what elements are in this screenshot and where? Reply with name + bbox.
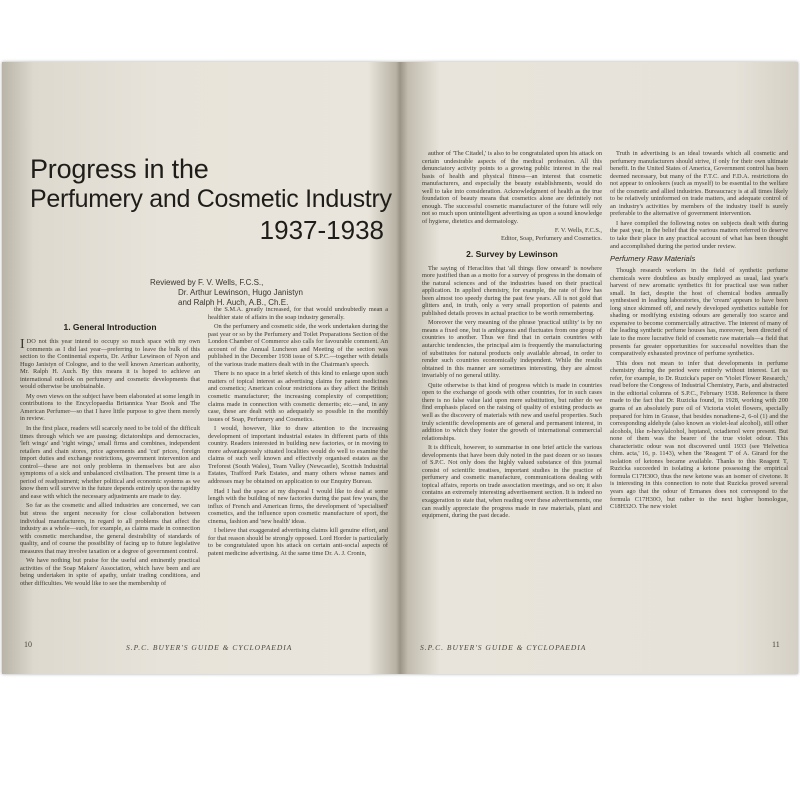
paragraph: This does not mean to infer that developments in perfume chemistry during the period were entirely without interest. Let us refer, for example, to Dr. Ruzicka's paper on 'Violet Flower Research,' read before the Congress of Industrial Chemistry, Paris, and abstracted in the editorial columns of S.P.C., February 1938. Reference is there made to the fact that Dr. Ruzicka found, in 1928, working with 200 grams of an absolutely pure oil of Victoria violet flowers, specially prepared for him in Grasse, that besides nonadiene-2, 6-ol (1) and the corresponding aldehyde (also known as violet-leaf alcohol), still other alcohols, like n-hexylalcohol, heptanol, octadienol were present. But none of them was the bearer of the true violet odour. This characteristic odour was not discovered until 1933 (see 'Helvetica chim. acta,' 16, p. 1143), when the 'Reagent T' of A. Girard for the isolation of ketones became available. Thanks to this Reagent T, Ruzicka succeeded in isolating a ketone possessing the empirical formula C17H30O, thus the new ketone was an isomer of civetone. It is interesting in this connection to note that Ruzicka proved several years ago that the odour of Ermanes does not correspond to the formula C17H30O, but rather to the next higher homologue, C18H32O. The new violet	[610, 359, 788, 511]
right-column-1-top	[422, 150, 602, 225]
paragraph: I believe that exaggerated advertising claims kill genuine effort, and for that reason should be strongly opposed. Lord Horder is particularly to be congratulated upon his attack on certain anti-social aspects of patent medicine advertising. At the same time Dr. A. J. Cronin,	[208, 527, 388, 557]
title-line-1: Progress in the	[30, 154, 209, 184]
paragraph: We have nothing but praise for the useful and eminently practical activities of the Soap Makers' Association, which have been and are being undertaken in spite of apathy, unfair trading conditions, and other difficulties. We would like to see the membership of	[20, 557, 200, 587]
paragraph: Moreover the very meaning of the phrase 'practical utility' is by no means a fixed one, but is ambiguous and fluctuates from one group of countries to another. Thus we find that in certain countries with autarchic tendencies, the principal aim is frequently the manufacturing of substitutes for natural products only available abroad, in order to render such countries economically independent. While the results obtained in this manner are sometimes interesting, they are almost invariably of no general utility.	[422, 319, 602, 380]
paragraph	[20, 338, 200, 391]
title-year: 1937-1938	[259, 215, 384, 245]
footer-right: S.P.C. BUYER'S GUIDE & CYCLOPAEDIA	[420, 643, 587, 652]
right-page	[400, 62, 798, 674]
byline-line-2: Dr. Arthur Lewinson, Hugo Janistyn	[178, 288, 303, 297]
left-column-2	[208, 306, 388, 638]
article-title	[30, 154, 390, 246]
left-column-1	[20, 320, 200, 638]
left-column-2-body	[208, 306, 388, 558]
paragraph: Though research workers in the field of synthetic perfume chemicals were doubtless as busily employed as usual, last year's harvest of new aromatic synthetics fit for practical use was rather small. In fact, despite the host of chemical bodies annually synthesised in leading laboratories, the 'cream' appears to have been long since skimmed off, and newly developed synthetics suitable for shading or modifying existing odours are generally too scarce and expensive to become commercially attractive. The interest of many of the leading synthetic perfume houses has, moreover, been directed of late to the more lucrative field of cosmetic raw materials—a field that presents far greater opportunities for successful novelties than the comparatively exhausted province of perfume synthetics.	[610, 267, 788, 358]
paragraph: It is difficult, however, to summarise in one brief article the various developments that have been duly noted in the past dozen or so issues of S.P.C. Not only does the highly valued substance of this journal consist of scientific treatises, important studies in the practice of perfumery and cosmetic manufacture, communications dealing with topical affairs, reports on trade association meetings, and so on; it also contains an extremely interesting advertisement section. It is indeed no exaggeration to state that, when reading over these advertisements, one can readily appreciate the progress made in raw materials, plant and equipment, during the past decade.	[422, 444, 602, 520]
left-column-1-body	[20, 338, 200, 588]
paragraph: In the first place, readers will scarcely need to be told of the difficult times through which we are passing; dictatorships and democracies, 'left wings' and 'right wings,' small firms and combines, independent retailers and chain stores, price agreements and 'cut' prices, foreign import duties and exchange restrictions, government intervention and control—these are not only problems in themselves but are also symptoms of a sick and unbalanced civilisation. The present time is a period of readjustment; whether political and economic systems as we know them will survive in the future depends entirely upon the rapidity and ease with which the necessary adjustments are made to day.	[20, 425, 200, 500]
byline-line-3: and Ralph H. Auch, A.B., Ch.E.	[178, 298, 289, 307]
paragraph: I would, however, like to draw attention to the increasing development of important industrial estates in different parts of this country. Readers interested in building new factories, or in moving to more advantageously situated localities would do well to examine the claims of such well known and effectively organised estates as the Treforest (South Wales), Team Valley (Newcastle), Scottish Industrial Estates, Trafford Park Estates, and many others whose names and addresses may be obtained on application to our Enquiry Bureau.	[208, 425, 388, 486]
signature-role: Editor, Soap, Perfumery and Cosmetics.	[500, 235, 602, 243]
right-column-1	[422, 150, 602, 638]
paragraph: Quite otherwise is that kind of progress which is made in countries open to the exchange of goods with other countries, for in such cases there is no false value laid upon mere substitution, but rather do we find emphasis placed on the raising of quality of existing products as well as the discovery of materials with new and useful properties. Such truly scientific developments are of general and permanent interest, in addition to which they foster the growth of international commercial relationships.	[422, 381, 602, 442]
drop-cap: I	[20, 337, 25, 352]
subsection-heading: Perfumery Raw Materials	[610, 254, 696, 264]
section-1-heading: 1. General Introduction	[63, 322, 157, 332]
paragraph: On the perfumery and cosmetic side, the work undertaken during the past year or so by the Perfumery and Toilet Preparations Section of the London Chamber of Commerce also calls for favourable comment. An account of the Annual Luncheon and Meeting of the section was published in the December 1938 issue of S.P.C.—together with details of the various trade matters dealt with in the Chairman's speech.	[208, 323, 388, 368]
paragraph: Truth in advertising is an ideal towards which all cosmetic and perfumery manufacturers should strive, if only for their own ultimate benefit. In the United States of America, Government control has been deemed necessary, but many of the F.T.C. and F.D.A. restrictions do not appear to onlookers (such as myself) to be essential to the welfare of the cosmetic and allied industries. Bureaucracy is at all times likely to be relatively uninformed on trade matters, and adequate control of an industry's activities by members of the industry itself is surely preferable to the alternative of government intervention.	[610, 150, 788, 218]
paragraph: I have compiled the following notes on subjects dealt with during the past year, in the belief that the various matters referred to deserve to take their place in any practical account of what has been thought and accomplished during the period under review.	[610, 219, 788, 250]
right-column-2-bottom	[610, 267, 788, 511]
magazine-spread	[2, 62, 798, 674]
right-column-2	[610, 150, 788, 638]
paragraph: My own views on the subject have been elaborated at some length in contributions to the Encyclopaedia Britannica Year Book and The American Perfumer—so that I have little purpose to give them merely in review.	[20, 392, 200, 423]
paragraph-text: DO not this year intend to occupy so much space with my own comments as I did last year—preferring to leave the bulk of this section to the Continental experts, Dr. Arthur Lewinson of Nyon and Hugo Janistyn of Cologne, and to the well known American authority, Mr. Ralph H. Auch. By this means it is hoped to achieve an international outlook on perfumery and cosmetic developments that would otherwise be unobtainable.	[20, 338, 200, 391]
footer-left: S.P.C. BUYER'S GUIDE & CYCLOPAEDIA	[126, 643, 293, 652]
byline	[150, 278, 390, 308]
signature-name: F. V. Wells, F.C.S.,	[554, 227, 602, 235]
paragraph: author of 'The Citadel,' is also to be congratulated upon his attack on certain undesirable aspects of the medical profession. All this denunciatory activity points to a growing public interest in the real basis of health and physical fitness—an interest that cosmetic manufacturers, and especially the beauty establishments, would do well to take into consideration. Acknowledgment of health as the true foundation of beauty means that cosmetics alone are definitely not enough. The successful cosmetic manufacturer of the future will rely not so much upon unintelligent advertising as upon a sound knowledge of hygiene, dietetics and dermatology.	[422, 150, 602, 225]
paragraph: the S.M.A. greatly increased, for that would undoubtedly mean a healthier state of affairs in the soap industry generally.	[208, 306, 388, 321]
left-page	[2, 62, 400, 674]
paragraph: So far as the cosmetic and allied industries are concerned, we can but stress the urgent necessity for close collaboration between individual manufacturers, in regard to all problems that affect the industry as a whole—such, for example, as claims made in connection with cosmetic merchandise, the general desirability of standards of quality, and of course the possibility of facing up to future legislative measures that may involve taxation or a degree of government control.	[20, 502, 200, 555]
right-column-2-top	[610, 150, 788, 250]
page-number-right: 11	[772, 640, 780, 649]
byline-line-1: Reviewed by F. V. Wells, F.C.S.,	[150, 278, 264, 287]
page-number-left: 10	[24, 640, 32, 649]
section-2-heading: 2. Survey by Lewinson	[466, 248, 558, 259]
paragraph: Had I had the space at my disposal I would like to deal at some length with the building of new factories during the past few years, the influx of French and American firms, the development of 'specialised' cosmetics, and the influence upon cosmetic manufacture of sport, the cinema, fashion and 'new health' ideas.	[208, 487, 388, 525]
paragraph: There is no space in a brief sketch of this kind to enlarge upon such matters of topical interest as advertising claims for patent medicines and cosmetics; American colour restrictions as they affect the British cosmetic manufacturer; the increasing complexity of competition; claims made in connection with cosmetic demerits; etc.—and, in any case, these are dealt with so adequately so possible in the monthly issues of Soap, Perfumery and Cosmetics.	[208, 370, 388, 423]
right-column-1-bottom	[422, 265, 602, 520]
paragraph: The saying of Heraclites that 'all things flow onward' is nowhere more justified than as a motto for a survey of progress in the domain of the natural sciences and of the industries based on their practical application. In applied chemistry, for example, the rate of flow has been almost too speedy during the past few years. All is not gold that glitters and, in truth, only a very small proportion of patents and published details proves in actual practice to be worth remembering.	[422, 264, 602, 317]
title-line-2: Perfumery and Cosmetic Industry	[30, 185, 392, 213]
